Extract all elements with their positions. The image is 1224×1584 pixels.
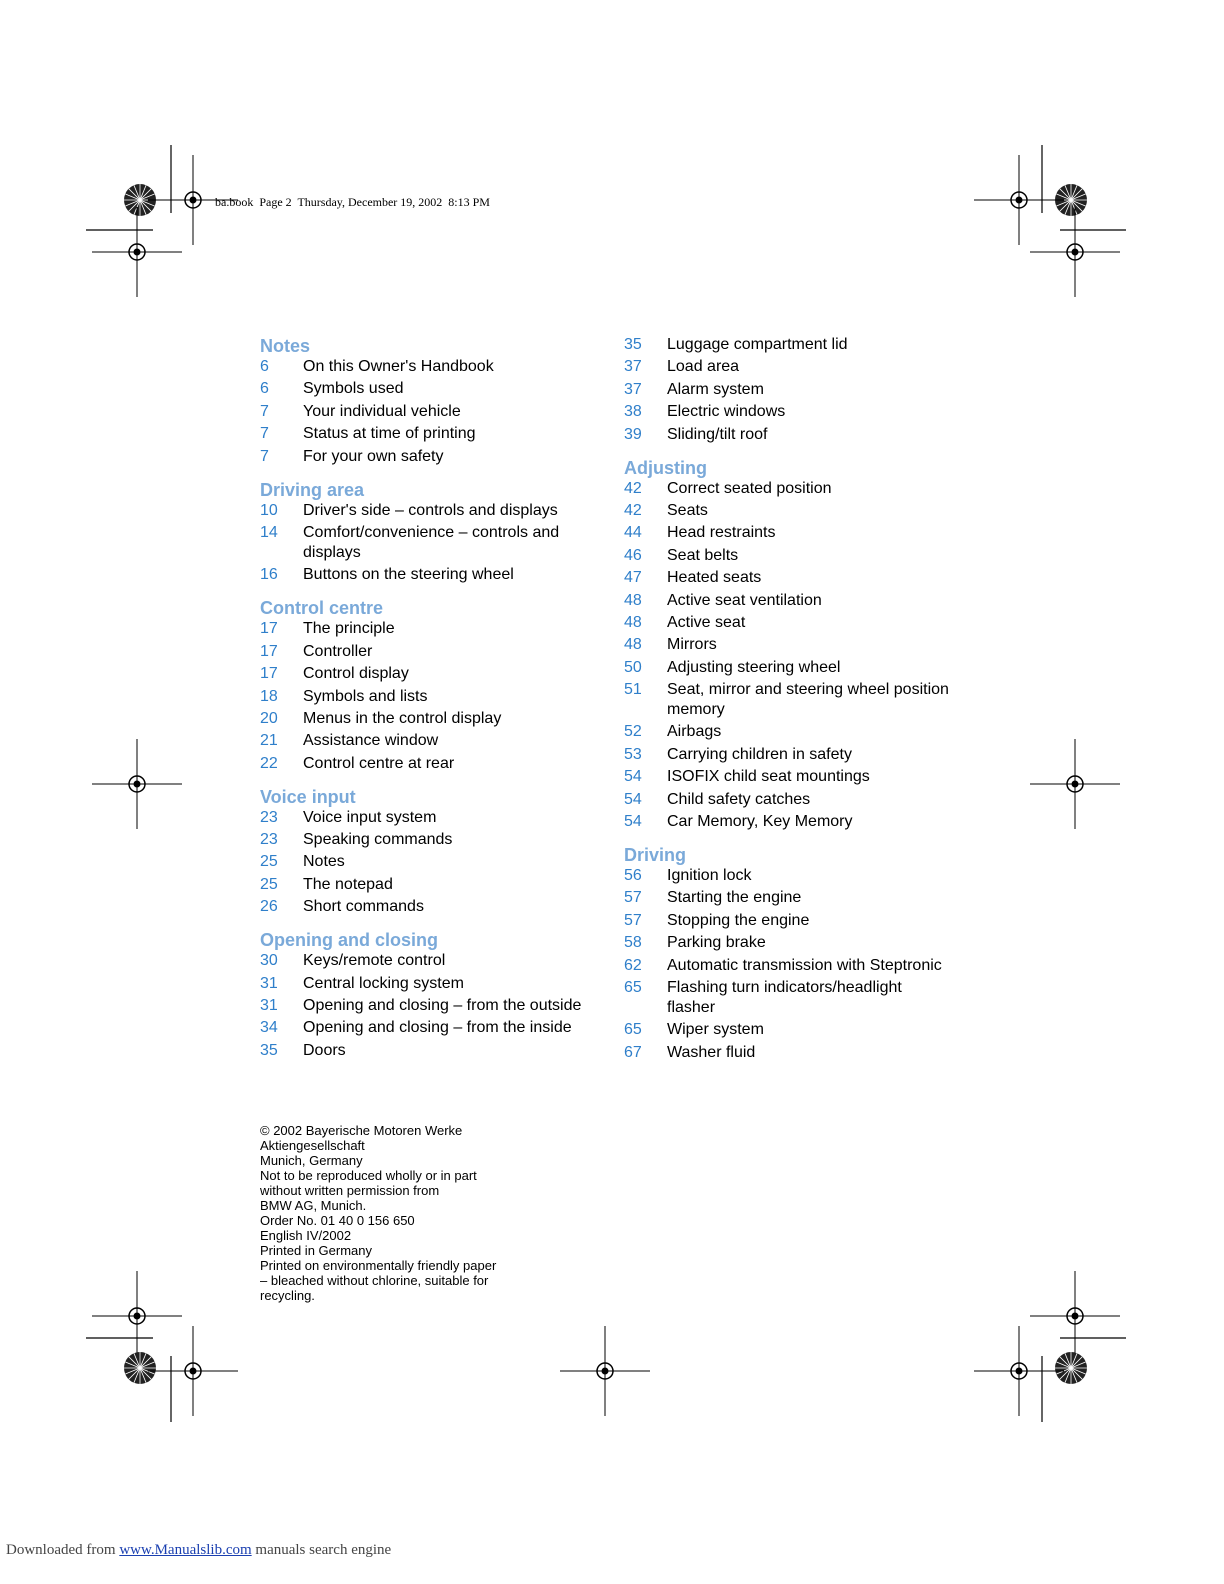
toc-section — [260, 479, 605, 586]
entry-title: Symbols used — [303, 380, 404, 398]
toc-right-column — [624, 335, 954, 1075]
toc-entry[interactable] — [260, 852, 605, 872]
page-number: 31 — [260, 997, 278, 1015]
page-number: 21 — [260, 732, 278, 750]
page-number: 38 — [624, 403, 642, 421]
toc-entry[interactable] — [260, 523, 605, 563]
toc-entry[interactable] — [624, 956, 954, 976]
toc-entry[interactable] — [624, 380, 954, 400]
page-number: 26 — [260, 898, 278, 916]
print-header — [215, 195, 490, 210]
section-heading: Control centre — [260, 598, 384, 619]
download-footer — [6, 1542, 391, 1559]
imprint-line: Not to be reproduced wholly or in part — [260, 1168, 477, 1183]
toc-entry[interactable] — [624, 680, 954, 720]
page-number: 6 — [260, 358, 269, 375]
entry-title: For your own safety — [303, 447, 444, 465]
toc-entry[interactable] — [260, 402, 605, 422]
imprint-line: English IV/2002 — [260, 1228, 352, 1243]
header-file: ba.book — [215, 195, 254, 209]
entry-title: Voice input system — [303, 808, 437, 826]
imprint-line: Order No. 01 40 0 156 650 — [260, 1213, 415, 1228]
toc-entry[interactable] — [260, 1018, 605, 1038]
page-number: 6 — [260, 380, 269, 398]
entry-title: Washer fluid — [667, 1043, 756, 1061]
toc-entry[interactable] — [624, 1043, 954, 1063]
entry-title: Seats — [667, 501, 708, 519]
section-heading: Voice input — [260, 786, 356, 807]
toc-entry[interactable] — [260, 379, 605, 399]
toc-entry[interactable] — [624, 613, 954, 633]
entry-title: Control display — [303, 665, 409, 683]
toc-entry[interactable] — [260, 664, 605, 684]
toc-entry[interactable] — [624, 357, 954, 377]
imprint-line: – bleached without chlorine, suitable for — [260, 1273, 489, 1288]
page-number: 48 — [624, 613, 642, 631]
entry-title: Wiper system — [667, 1021, 764, 1039]
toc-entry[interactable] — [260, 808, 605, 828]
imprint-line: recycling. — [260, 1288, 315, 1303]
toc-entry[interactable] — [624, 635, 954, 655]
imprint-line: Aktiengesellschaft — [260, 1138, 365, 1153]
page-number: 39 — [624, 425, 642, 443]
page-number: 25 — [260, 875, 278, 893]
entry-title: Parking brake — [667, 934, 766, 952]
entry-title: Automatic transmission with Steptronic — [667, 956, 942, 974]
entry-title: Adjusting steering wheel — [667, 658, 841, 676]
page-number: 20 — [260, 709, 278, 727]
entry-title: Luggage compartment lid — [667, 336, 848, 353]
entry-title: Your individual vehicle — [303, 402, 461, 420]
page-number: 48 — [624, 636, 642, 654]
entry-title: Menus in the control display — [303, 709, 502, 727]
footer-suffix: manuals search engine — [255, 1542, 392, 1558]
toc-entry[interactable] — [260, 424, 605, 444]
entry-title: Driver's side – controls and displays — [303, 501, 558, 519]
page-number: 31 — [260, 974, 278, 992]
toc-entry[interactable] — [624, 911, 954, 931]
toc-entry[interactable] — [260, 974, 605, 994]
imprint-line: Munich, Germany — [260, 1153, 363, 1168]
entry-title: Sliding/tilt roof — [667, 425, 768, 443]
entry-title: Opening and closing – from the inside — [303, 1019, 572, 1037]
toc-entry[interactable] — [260, 709, 605, 729]
page-number: 47 — [624, 569, 642, 587]
page-number: 50 — [624, 658, 642, 676]
page-number: 57 — [624, 911, 642, 929]
entry-title: Alarm system — [667, 380, 764, 398]
toc-entry[interactable] — [260, 875, 605, 895]
imprint-line: © 2002 Bayerische Motoren Werke — [260, 1123, 463, 1138]
toc-left-column — [260, 335, 605, 1073]
toc-entry[interactable] — [624, 658, 954, 678]
header-page: Page 2 — [259, 195, 292, 209]
toc-entry[interactable] — [260, 951, 605, 971]
imprint-line: without written permission from — [260, 1183, 440, 1198]
entry-title: Airbags — [667, 723, 722, 741]
section-heading: Notes — [260, 336, 311, 356]
entry-title: Head restraints — [667, 524, 776, 542]
page-number: 17 — [260, 665, 278, 683]
page-number: 48 — [624, 591, 642, 609]
page-number: 46 — [624, 546, 642, 564]
page-number: 44 — [624, 524, 642, 542]
page-number: 54 — [624, 790, 642, 808]
toc-entry[interactable] — [624, 745, 954, 765]
entry-title: Correct seated position — [667, 479, 832, 497]
page-number: 42 — [624, 479, 642, 497]
page-number: 30 — [260, 952, 278, 970]
toc-entry[interactable] — [624, 812, 954, 832]
toc-entry[interactable] — [624, 335, 954, 355]
toc-entry[interactable] — [624, 425, 954, 445]
toc-entry[interactable] — [624, 591, 954, 611]
entry-title: Assistance window — [303, 732, 439, 750]
manualslib-link[interactable]: www.Manualslib.com — [119, 1542, 252, 1558]
page-number: 7 — [260, 447, 269, 465]
toc-entry[interactable] — [624, 933, 954, 953]
section-heading: Adjusting — [624, 457, 707, 478]
page-number: 51 — [624, 681, 642, 699]
page-number: 17 — [260, 620, 278, 638]
page-number: 52 — [624, 723, 642, 741]
page-number: 14 — [260, 523, 278, 541]
entry-title: On this Owner's Handbook — [303, 358, 494, 375]
footer-prefix: Downloaded from — [6, 1542, 116, 1558]
entry-title: Symbols and lists — [303, 687, 428, 705]
toc-entry[interactable] — [624, 546, 954, 566]
toc-entry[interactable] — [624, 479, 954, 499]
entry-title: Notes — [303, 853, 345, 871]
toc-entry[interactable] — [260, 731, 605, 751]
entry-title: Heated seats — [667, 569, 762, 587]
toc-entry[interactable] — [260, 565, 605, 585]
toc-entry[interactable] — [260, 996, 605, 1016]
toc-entry[interactable] — [624, 978, 954, 1018]
toc-entry[interactable] — [260, 1041, 605, 1061]
toc-entry[interactable] — [624, 722, 954, 742]
toc-entry[interactable] — [260, 357, 605, 377]
imprint — [260, 1123, 560, 1303]
toc-entry[interactable] — [260, 830, 605, 850]
page-number: 56 — [624, 867, 642, 885]
toc-entry[interactable] — [624, 767, 954, 787]
entry-title: Central locking system — [303, 974, 464, 992]
header-date: Thursday, December 19, 2002 — [297, 195, 443, 209]
page-number: 65 — [624, 1021, 642, 1039]
imprint-line: Printed in Germany — [260, 1243, 372, 1258]
toc-entry[interactable] — [624, 523, 954, 543]
toc-entry[interactable] — [624, 402, 954, 422]
imprint-line: BMW AG, Munich. — [260, 1198, 367, 1213]
entry-title: Active seat ventilation — [667, 591, 822, 609]
toc-entry[interactable] — [260, 754, 605, 774]
page-number: 34 — [260, 1019, 278, 1037]
toc-section — [624, 335, 954, 445]
page-number: 42 — [624, 501, 642, 519]
entry-title: Stopping the engine — [667, 911, 810, 929]
section-heading: Driving area — [260, 479, 365, 500]
header-time: 8:13 PM — [448, 195, 490, 209]
entry-title: Doors — [303, 1041, 346, 1059]
entry-title: Keys/remote control — [303, 952, 446, 970]
entry-title: Control centre at rear — [303, 754, 455, 772]
page-number: 62 — [624, 956, 642, 974]
entry-title: Comfort/convenience – controls and displays — [303, 523, 560, 561]
toc-entry[interactable] — [624, 790, 954, 810]
toc-section — [260, 929, 605, 1061]
toc-section — [624, 844, 954, 1063]
page-number: 7 — [260, 402, 269, 420]
entry-title: Flashing turn indicators/headlight flasher — [667, 978, 902, 1016]
page-number: 10 — [260, 501, 278, 519]
page-number: 65 — [624, 978, 642, 996]
page-number: 17 — [260, 642, 278, 660]
page-number: 25 — [260, 853, 278, 871]
page-number: 18 — [260, 687, 278, 705]
entry-title: Load area — [667, 358, 740, 376]
entry-title: Starting the engine — [667, 889, 802, 907]
page-number: 58 — [624, 934, 642, 952]
page-number: 7 — [260, 425, 269, 443]
page-number: 16 — [260, 566, 278, 584]
entry-title: The notepad — [303, 875, 393, 893]
toc-section — [260, 597, 605, 773]
toc-entry[interactable] — [624, 568, 954, 588]
entry-title: The principle — [303, 620, 395, 638]
page-number: 67 — [624, 1043, 642, 1061]
page-number: 22 — [260, 754, 278, 772]
toc-entry[interactable] — [624, 501, 954, 521]
toc-section — [624, 457, 954, 832]
page-number: 54 — [624, 813, 642, 831]
toc-entry[interactable] — [260, 619, 605, 639]
page-number: 57 — [624, 889, 642, 907]
entry-title: Opening and closing – from the outside — [303, 997, 582, 1015]
toc-entry[interactable] — [260, 642, 605, 662]
entry-title: Seat belts — [667, 546, 739, 564]
entry-title: Active seat — [667, 613, 746, 631]
imprint-line: Printed on environmentally friendly paper — [260, 1258, 497, 1273]
toc-section — [260, 786, 605, 918]
entry-title: Child safety catches — [667, 790, 811, 808]
page-number: 37 — [624, 358, 642, 376]
entry-title: Ignition lock — [667, 867, 752, 885]
page-number: 37 — [624, 380, 642, 398]
page-number: 53 — [624, 745, 642, 763]
entry-title: Car Memory, Key Memory — [667, 813, 853, 831]
toc-entry[interactable] — [624, 866, 954, 886]
page-number: 35 — [624, 336, 642, 353]
entry-title: Mirrors — [667, 636, 717, 654]
toc-entry[interactable] — [624, 888, 954, 908]
entry-title: ISOFIX child seat mountings — [667, 768, 870, 786]
entry-title: Status at time of printing — [303, 425, 476, 443]
toc-entry[interactable] — [260, 501, 605, 521]
entry-title: Seat, mirror and steering wheel position memory — [667, 681, 949, 719]
entry-title: Electric windows — [667, 403, 786, 421]
page-number: 54 — [624, 768, 642, 786]
toc-entry[interactable] — [260, 687, 605, 707]
section-heading: Driving — [624, 845, 687, 866]
page-number: 23 — [260, 808, 278, 826]
entry-title: Controller — [303, 642, 373, 660]
toc-section — [260, 335, 605, 467]
toc-entry[interactable] — [624, 1020, 954, 1040]
toc-entry[interactable] — [260, 447, 605, 467]
page-number: 35 — [260, 1041, 278, 1059]
entry-title: Speaking commands — [303, 831, 453, 849]
toc-entry[interactable] — [260, 897, 605, 917]
entry-title: Carrying children in safety — [667, 745, 852, 763]
section-heading: Opening and closing — [260, 930, 439, 951]
entry-title: Buttons on the steering wheel — [303, 566, 514, 584]
page-number: 23 — [260, 831, 278, 849]
entry-title: Short commands — [303, 898, 424, 916]
